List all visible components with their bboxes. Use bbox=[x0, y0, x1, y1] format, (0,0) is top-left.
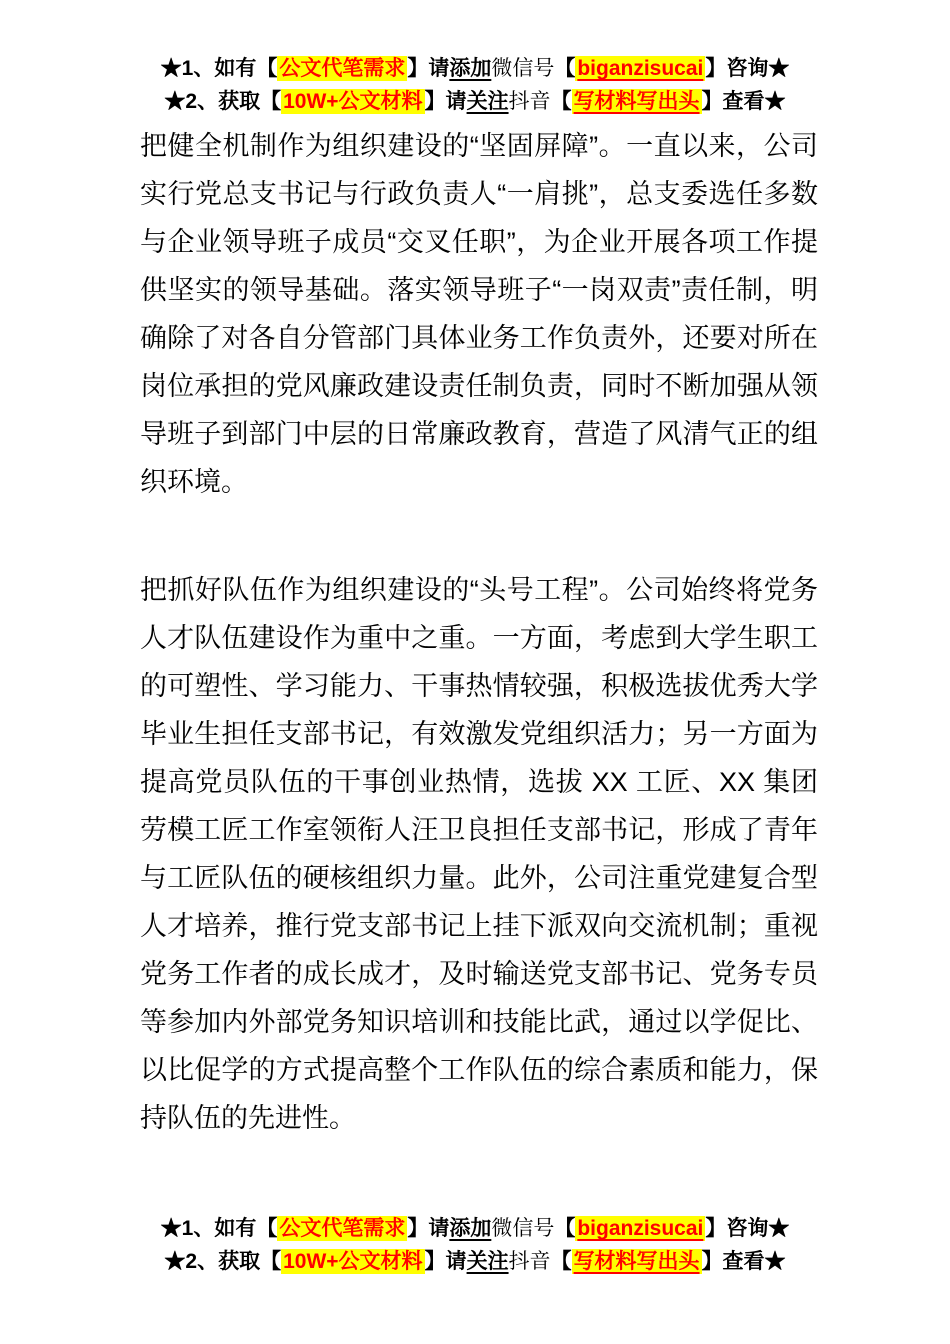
promo-footer-line-2 bbox=[0, 1245, 950, 1278]
promo-highlight-service: 10W+公文材料 bbox=[283, 1250, 423, 1273]
promo-suffix: 】咨询★ bbox=[705, 1217, 790, 1240]
promo-prefix: ★1、如有【 bbox=[160, 57, 278, 80]
promo-prefix: ★2、获取【 bbox=[164, 90, 282, 113]
promo-prefix: ★1、如有【 bbox=[160, 1217, 278, 1240]
promo-mid: 】请 bbox=[424, 90, 467, 113]
promo-highlight-service: 10W+公文材料 bbox=[283, 90, 423, 113]
promo-mid: 】请 bbox=[407, 57, 450, 80]
promo-open-bracket: 【 bbox=[554, 1217, 576, 1240]
promo-channel: 微信号 bbox=[491, 57, 555, 80]
promo-footer bbox=[0, 1212, 950, 1278]
promo-action: 添加 bbox=[449, 57, 492, 80]
promo-suffix: 】查看★ bbox=[701, 1250, 786, 1273]
promo-channel: 微信号 bbox=[491, 1217, 555, 1240]
promo-channel: 抖音 bbox=[508, 90, 551, 113]
promo-header-line-2 bbox=[0, 85, 950, 118]
promo-header bbox=[0, 0, 950, 118]
promo-open-bracket: 【 bbox=[550, 90, 572, 113]
promo-action: 关注 bbox=[466, 90, 509, 113]
promo-action: 关注 bbox=[466, 1250, 509, 1273]
promo-header-line-1 bbox=[0, 52, 950, 85]
promo-suffix: 】咨询★ bbox=[705, 57, 790, 80]
promo-mid: 】请 bbox=[407, 1217, 450, 1240]
promo-prefix: ★2、获取【 bbox=[164, 1250, 282, 1273]
promo-mid: 】请 bbox=[424, 1250, 467, 1273]
promo-highlight-account: 写材料写出头 bbox=[573, 1250, 700, 1273]
promo-highlight-account: biganzisucai bbox=[577, 1217, 704, 1240]
paragraph-2: 把抓好队伍作为组织建设的“头号工程”。公司始终将党务人才队伍建设作为重中之重。一方面，考虑到大学生职工的可塑性、学习能力、干事热情较强，积极选拔优秀大学毕业生担任支部书记，有效激发党组织活力；另一方面为提高党员队伍的干事创业热情，选拔 XX 工匠、XX 集团劳模工匠工作室领衔人汪卫良担任支部书记，形成了青年与工匠队伍的硬核组织力量。此外，公司注重党建复合型人才培养，推行党支部书记上挂下派双向交流机制；重视党务工作者的成长成才，及时输送党支部书记、党务专员等参加内外部党务知识培训和技能比武，通过以学促比、以比促学的方式提高整个工作队伍的综合素质和能力，保持队伍的先进性。 bbox=[140, 575, 818, 1133]
promo-footer-line-1 bbox=[0, 1212, 950, 1245]
paragraph-1: 把健全机制作为组织建设的“坚固屏障”。一直以来，公司实行党总支书记与行政负责人“一肩挑”，总支委选任多数与企业领导班子成员“交叉任职”，为企业开展各项工作提供坚实的领导基础。落实领导班子“一岗双责”责任制，明确除了对各自分管部门具体业务工作负责外，还要对所在岗位承担的党风廉政建设责任制负责，同时不断加强从领导班子到部门中层的日常廉政教育，营造了风清气正的组织环境。 bbox=[140, 131, 818, 497]
promo-suffix: 】查看★ bbox=[701, 90, 786, 113]
promo-action: 添加 bbox=[449, 1217, 492, 1240]
promo-highlight-account: biganzisucai bbox=[577, 57, 704, 80]
document-body bbox=[140, 122, 818, 1142]
promo-highlight-account: 写材料写出头 bbox=[573, 90, 700, 113]
promo-channel: 抖音 bbox=[508, 1250, 551, 1273]
promo-highlight-service: 公文代笔需求 bbox=[279, 1217, 406, 1240]
promo-open-bracket: 【 bbox=[554, 57, 576, 80]
promo-open-bracket: 【 bbox=[550, 1250, 572, 1273]
promo-highlight-service: 公文代笔需求 bbox=[279, 57, 406, 80]
